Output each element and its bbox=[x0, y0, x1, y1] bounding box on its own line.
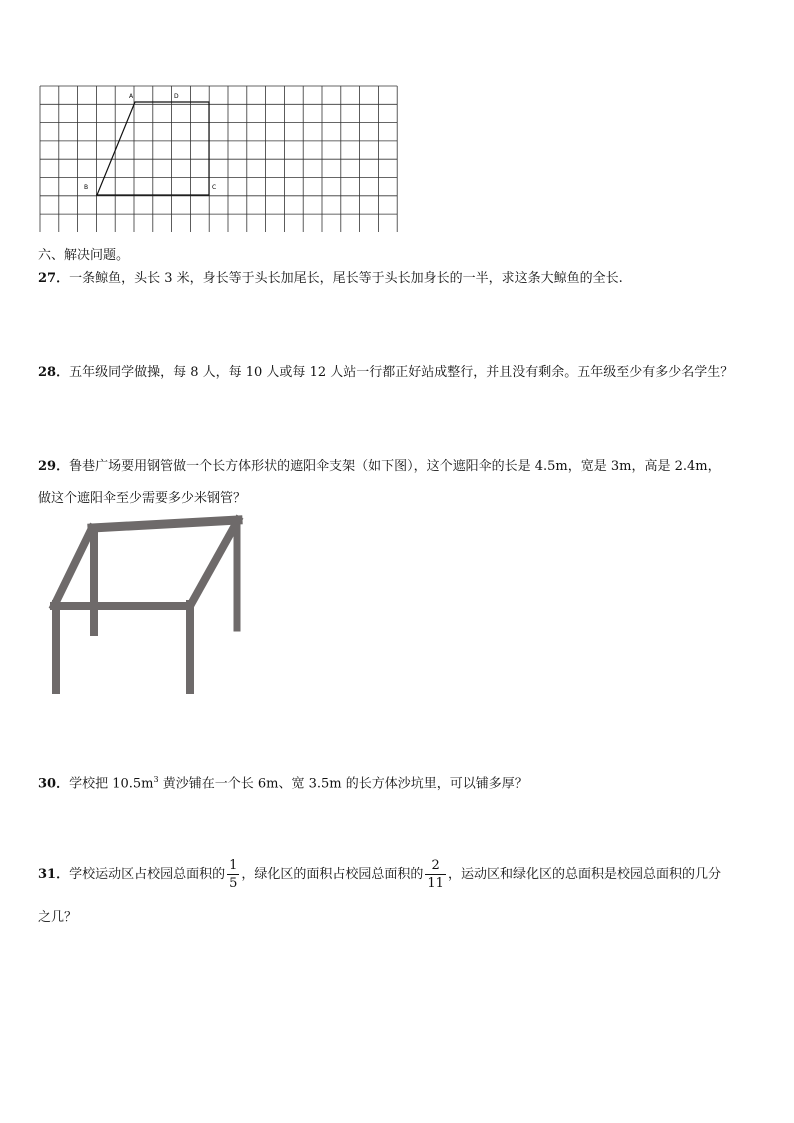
point-label-d: D bbox=[174, 93, 179, 100]
question-29-line2: 做这个遮阳伞至少需要多少米钢管？ bbox=[38, 491, 247, 506]
question-30 bbox=[38, 771, 528, 793]
frame-top-right bbox=[190, 520, 238, 606]
fraction-one-fifth: $\frac{1}{5}$ bbox=[229, 858, 238, 891]
grid-figure bbox=[38, 84, 400, 232]
frame-sketch bbox=[44, 514, 254, 696]
question-text-a: 学校运动区占校园总面积的 bbox=[69, 867, 226, 882]
question-number: 30． bbox=[38, 776, 70, 792]
question-text-b: ，绿化区的面积占校园总面积的 bbox=[241, 867, 424, 882]
question-text-before: 学校把 10.5m bbox=[69, 776, 154, 792]
point-label-a: A bbox=[129, 93, 134, 100]
question-text: 一条鲸鱼，头长 3 米，身长等于头长加尾长，尾长等于头长加身长的一半，求这条大鲸鱼的全长. bbox=[69, 271, 623, 286]
section-title: 六、解决问题。 bbox=[38, 248, 130, 263]
question-number: 27． bbox=[38, 271, 70, 286]
question-number: 31． bbox=[38, 867, 70, 882]
question-31 bbox=[38, 857, 721, 892]
question-28 bbox=[38, 364, 733, 382]
frame-top-left bbox=[54, 528, 92, 606]
question-text: 五年级同学做操，每 8 人，每 10 人或每 12 人站一行都正好站成整行，并且没有剩余。五年级至少有多少名学生？ bbox=[69, 365, 734, 380]
question-text-c: ，运动区和绿化区的总面积是校园总面积的几分 bbox=[447, 867, 721, 882]
question-31-line2: 之几？ bbox=[38, 910, 78, 925]
question-27 bbox=[38, 270, 623, 288]
question-29 bbox=[38, 458, 721, 476]
question-text-after: 黄沙铺在一个长 6m、宽 3.5m 的长方体沙坑里，可以铺多厚？ bbox=[158, 776, 528, 792]
frame-top-back bbox=[92, 520, 238, 528]
superscript: 3 bbox=[153, 775, 159, 784]
question-text: 鲁巷广场要用钢管做一个长方体形状的遮阳伞支架（如下图），这个遮阳伞的长是 4.5m，宽是 3m，高是 2.4m， bbox=[69, 459, 721, 474]
question-number: 29． bbox=[38, 459, 70, 474]
grid-diagram bbox=[38, 84, 400, 232]
point-label-b: B bbox=[84, 184, 89, 191]
question-number: 28． bbox=[38, 365, 70, 380]
umbrella-frame-image bbox=[44, 514, 254, 696]
fraction-two-elevenths: $\frac{2}{11}$ bbox=[427, 858, 444, 891]
point-label-c: C bbox=[212, 184, 217, 191]
